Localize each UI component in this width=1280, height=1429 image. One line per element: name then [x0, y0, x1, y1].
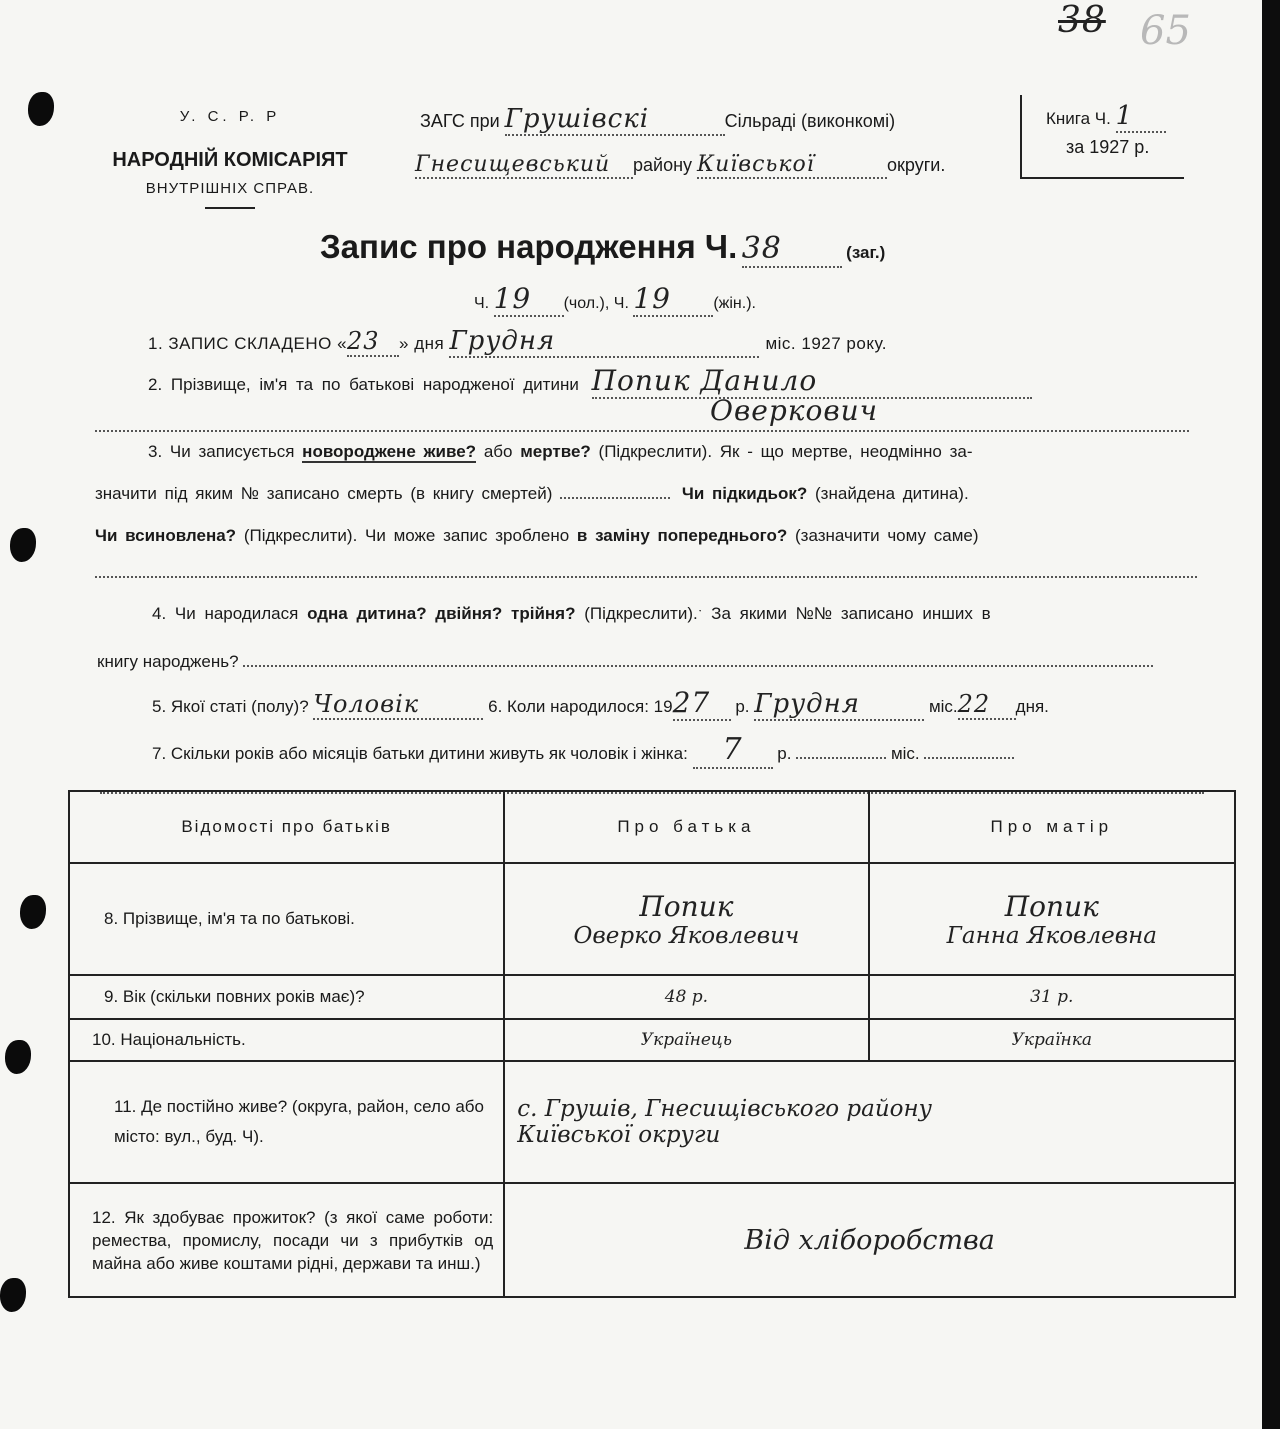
item-6-year: 27	[673, 686, 731, 721]
item-4-instruction: (Підкреслити).ˑ За якими №№ записано инших в	[584, 604, 991, 623]
item-7-r: р.	[777, 744, 792, 763]
item-3-instruction: (Підкреслити). Як - що мертве, неодмінно за-	[598, 442, 973, 461]
item-3-adopted: Чи всиновлена?	[95, 526, 237, 545]
item-3-or: або	[483, 442, 513, 461]
item-3-replacement-q: (Підкреслити). Чи може запис зроблено	[243, 526, 570, 545]
item-6-mis: міс.	[928, 697, 958, 716]
sex-counter-line	[474, 282, 756, 317]
item-3-q: 3. Чи записується	[148, 442, 295, 461]
header-father: Про батька	[504, 791, 868, 863]
scan-edge	[1262, 0, 1280, 1429]
item-2	[148, 364, 1032, 399]
table-row	[69, 1183, 1235, 1297]
item-3-line3	[95, 526, 979, 546]
item-4-book-ref: книгу народжень?	[97, 652, 239, 671]
mother-full-name	[869, 863, 1235, 975]
department-label: ВНУТРІШНІХ СПРАВ.	[145, 180, 315, 197]
row-11-label: 11. Де постійно живе? (округа, район, село або місто: вул., буд. Ч).	[69, 1061, 504, 1183]
child-name-line2: Оверкович	[710, 394, 879, 427]
male-number: 19	[494, 282, 564, 317]
item-3-replacement: в заміну попереднього?	[576, 526, 788, 545]
item-1-prefix: 1. ЗАПИС СКЛАДЕНО «	[148, 334, 348, 353]
row-9-label: 9. Вік (скільки повних років має)?	[69, 975, 504, 1019]
issuing-authority	[90, 108, 370, 209]
item-5-label: 5. Якої статі (полу)?	[152, 697, 309, 716]
item-3-rule	[95, 562, 1197, 578]
table-header-row	[69, 791, 1235, 863]
male-label: (чол.), Ч.	[563, 295, 629, 312]
zags-line	[420, 104, 895, 136]
book-label: Книга Ч.	[1046, 109, 1111, 128]
parents-table	[68, 790, 1236, 1298]
item-3-reason: (зазначити чому саме)	[794, 526, 979, 545]
header-mother: Про матір	[869, 791, 1235, 863]
mother-age: 31 р.	[869, 975, 1235, 1019]
child-name-line2-rule	[95, 396, 1189, 432]
book-number: 1	[1116, 101, 1166, 133]
father-full-name	[504, 863, 868, 975]
parents-livelihood: Від хліборобства	[504, 1183, 1235, 1297]
record-number: 38	[742, 231, 842, 268]
item-3-line1	[148, 442, 972, 462]
item-7-label: 7. Скільки років або місяців батьки дитини живуть як чоловік і жінка:	[152, 744, 688, 763]
item-6-month: Грудня	[754, 689, 924, 721]
table-row	[69, 1061, 1235, 1183]
father-age: 48 р.	[504, 975, 868, 1019]
item-4-line2	[97, 652, 1153, 672]
item-1-mid: » дня	[399, 334, 445, 353]
item-3-foundling: Чи підкидьок?	[681, 484, 808, 503]
zags-village-suffix: Сільраді (виконкомі)	[724, 111, 896, 131]
row-12-label: 12. Як здобуває прожиток? (з якої саме роботи: ремества, промислу, посади чи з прибутків од майна або живе коштами рідні, держави та инш.)	[69, 1183, 504, 1297]
item-3-death-ref: значити під яким № записано смерть (в книгу смертей)	[95, 484, 553, 503]
okrug-suffix: округи.	[887, 155, 946, 175]
residence-line1: с. Грушів, Гнесищівського району	[517, 1096, 932, 1122]
item-4-q: 4. Чи народилася	[152, 604, 299, 623]
district-line	[415, 152, 945, 179]
record-title-suffix: (заг.)	[846, 243, 886, 262]
residence-line2: Київської округи	[517, 1122, 721, 1148]
republic-label: У. С. Р. Р	[179, 108, 281, 125]
item-1-suffix: міс. 1927 року.	[765, 334, 887, 353]
okrug-value: Київської	[697, 152, 887, 179]
table-row	[69, 975, 1235, 1019]
item-4-line1	[152, 604, 991, 624]
header-info: Відомості про батьків	[69, 791, 504, 863]
mother-given-names: Ганна Яковлевна	[946, 922, 1157, 949]
record-title: Запис про народження Ч.	[320, 228, 738, 265]
item-5-6	[152, 686, 1049, 721]
child-name-line1: Попик Данило	[592, 364, 1032, 399]
item-6-label: 6. Коли народилося: 19	[488, 697, 673, 716]
mother-surname: Попик	[1004, 889, 1099, 923]
item-1-day: 23	[347, 327, 399, 357]
item-3-alive: новороджене живе?	[302, 442, 477, 461]
item-5-sex: Чоловік	[313, 690, 483, 720]
item-2-label: 2. Прізвище, ім'я та по батькові народженої дитини	[148, 375, 579, 394]
female-label: (жін.).	[713, 295, 756, 312]
table-row	[69, 863, 1235, 975]
zags-village-value: Грушівскі	[505, 104, 725, 136]
female-number: 19	[633, 282, 713, 317]
item-6-r: р.	[735, 697, 750, 716]
item-1	[148, 326, 887, 358]
item-4-options: одна дитина? двійня? трійня?	[307, 604, 576, 623]
parents-residence	[504, 1061, 1235, 1183]
counter-prefix: Ч.	[474, 295, 490, 312]
item-7-years: 7	[693, 732, 773, 769]
item-3-line2	[95, 484, 969, 504]
district-value: Гнесищевський	[415, 152, 633, 179]
struck-page-number: 38	[1058, 0, 1106, 41]
father-surname: Попик	[639, 889, 734, 923]
item-7	[152, 732, 1014, 769]
table-row	[69, 1019, 1235, 1061]
item-3-dead: мертве?	[520, 442, 591, 461]
mother-nationality: Українка	[869, 1019, 1235, 1061]
row-8-label: 8. Прізвище, ім'я та по батькові.	[69, 863, 504, 975]
father-nationality: Українець	[504, 1019, 868, 1061]
book-box	[1020, 95, 1184, 179]
book-year: за 1927 р.	[1066, 137, 1150, 157]
item-7-mis: міс.	[890, 744, 920, 763]
item-3-found-child: (знайдена дитина).	[815, 484, 969, 503]
record-title-line	[320, 228, 885, 268]
district-suffix: району	[633, 155, 693, 175]
commissariat-label: НАРОДНІЙ КОМІСАРІЯТ	[112, 149, 348, 171]
zags-prefix: ЗАГС при	[420, 111, 500, 131]
item-6-dnya: дня.	[1015, 697, 1049, 716]
row-10-label: 10. Національність.	[69, 1019, 504, 1061]
item-6-day: 22	[958, 690, 1016, 720]
page-number-stamp: 65	[1140, 8, 1191, 54]
item-1-month: Грудня	[449, 326, 759, 358]
father-given-names: Оверко Яковлевич	[573, 922, 800, 949]
